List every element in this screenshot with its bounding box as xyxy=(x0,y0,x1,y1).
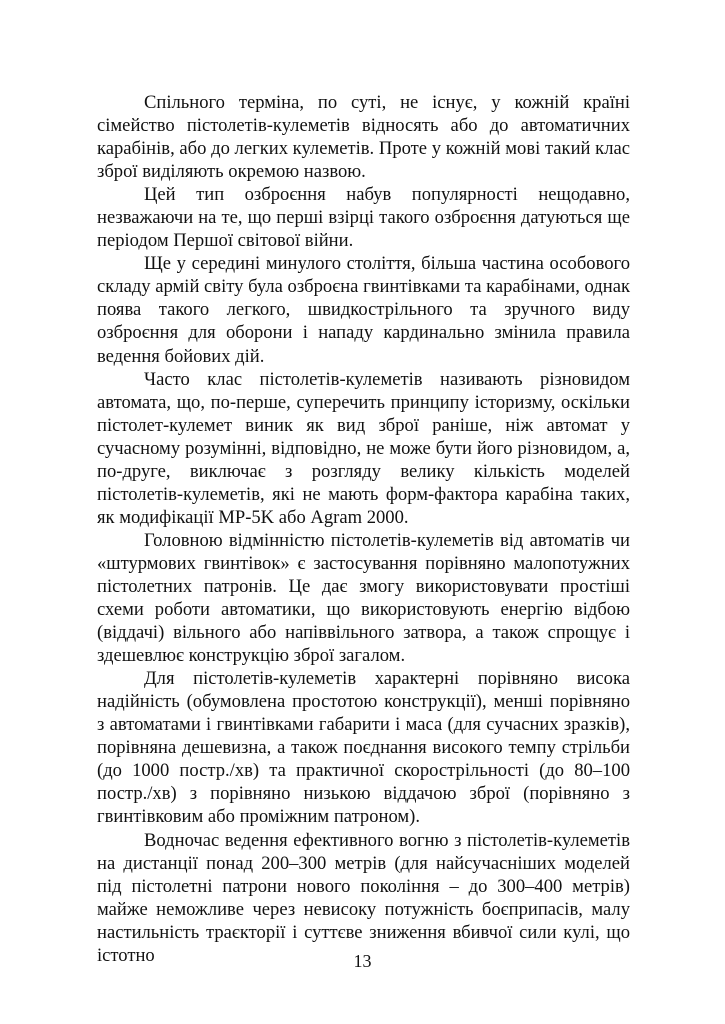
paragraph-6: Для пістолетів-кулеметів характерні порівняно висока надійність (обумовлена простотою конструкції), менші порівняно з автоматами і гвинтівками габарити і маса (для сучасних зразків), порівняна дешевизна, а також поєднання високого темпу стрільби (до 1000 постр./хв) та практичної скорострільності (до 80–100 постр./хв) з порівняно низькою віддачою зброї (порівняно з гвинтівковим або проміжним патроном). xyxy=(97,668,630,828)
body-text xyxy=(97,91,630,967)
paragraph-5: Головною відмінністю пістолетів-кулеметів від автоматів чи «штурмових гвинтівок» є застосування порівняно малопотужних пістолетних патронів. Це дає змогу використовувати простіші схеми роботи автоматики, що використовують енергію відбою (віддачі) вільного або напіввільного затвора, а також спрощує і здешевлює конструкцію зброї загалом. xyxy=(97,529,630,667)
paragraph-7: Водночас ведення ефективного вогню з пістолетів-кулеметів на дистанції понад 200–300 метрів (для найсучасніших моделей під пістолетні патрони нового покоління – до 300–400 метрів) майже неможливе через невисоку потужність боєприпасів, малу настильність траєкторії і суттєве зниження вбивчої сили кулі, що істотно xyxy=(97,829,630,966)
paragraph-1: Спільного терміна, по суті, не існує, у кожній країні сімейство пістолетів-кулеметів відносять або до автоматичних карабінів, або до легких кулеметів. Проте у кожній мові такий клас зброї виділяють окремою назвою. xyxy=(97,92,630,183)
paragraph-2: Цей тип озброєння набув популярності нещодавно, незважаючи на те, що перші взірці такого озброєння датуються ще періодом Першої світової війни. xyxy=(97,184,630,252)
page-number: 13 xyxy=(353,951,372,971)
paragraph-3: Ще у середині минулого століття, більша частина особового складу армій світу була озброєна гвинтівками та карабінами, однак поява такого легкого, швидкострільного та зручного виду озброєння для оборони і нападу кардинально змінила правила ведення бойових дій. xyxy=(97,253,630,367)
paragraph-4: Часто клас пістолетів-кулеметів називають різновидом автомата, що, по-перше, суперечить принципу історизму, оскільки пістолет-кулемет виник як вид зброї раніше, ніж автомат у сучасному розумінні, відповідно, не може бути його різновидом, а, по-друге, виключає з розгляду велику кількість моделей пістолетів-кулеметів, які не мають форм-фактора карабіна таких, як модифікації MP-5K або Agram 2000. xyxy=(97,368,630,528)
